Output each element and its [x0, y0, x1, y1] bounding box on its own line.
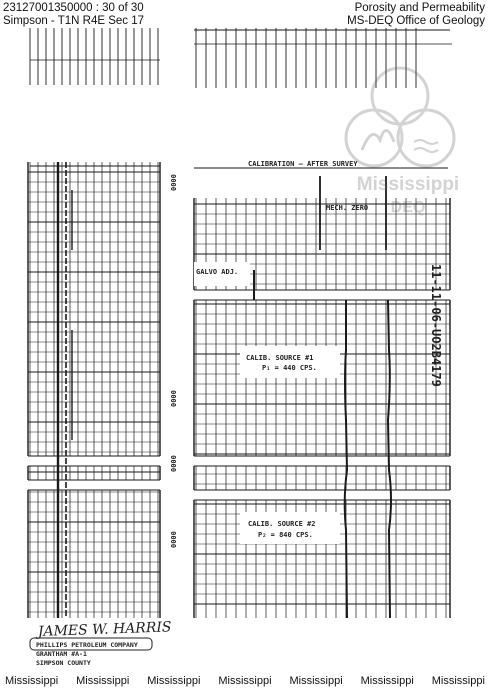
watermark-name: Mississippi — [356, 174, 460, 195]
galvo-adj-label: GALVO ADJ. — [196, 268, 239, 276]
depth-mark: 0000 — [170, 531, 178, 548]
footer-word: Mississippi — [289, 675, 343, 687]
blank-band — [26, 480, 162, 490]
footer-word: Mississippi — [76, 675, 130, 687]
depth-mark: 0000 — [170, 390, 178, 407]
stamp-county: SIMPSON COUNTY — [36, 659, 91, 667]
agency-name: MS-DEQ Office of Geology — [347, 15, 485, 27]
document-topic: Porosity and Permeability — [354, 2, 485, 14]
well-location: Simpson - T1N R4E Sec 17 — [3, 15, 145, 27]
footer-watermark-row — [0, 674, 490, 688]
calibration-title: CALIBRATION — AFTER SURVEY — [248, 160, 358, 168]
stamp-well: GRANTHAM #A-1 — [36, 650, 87, 658]
blank-band — [192, 456, 454, 466]
msdeq-watermark-logo — [346, 68, 459, 216]
side-code: 11-11-06-UO2B4179 — [429, 264, 443, 387]
source1-value: P₁ = 440 CPS. — [262, 364, 317, 372]
stamp-company: PHILLIPS PETROLEUM COMPANY — [36, 641, 138, 649]
footer-word: Mississippi — [431, 675, 485, 687]
well-id-page: 23127001350000 : 30 of 30 — [3, 2, 144, 14]
depth-mark: 0000 — [170, 455, 178, 472]
blank-band — [192, 290, 454, 300]
footer-word: Mississippi — [218, 675, 272, 687]
watermark-sub: DEQ — [390, 199, 426, 216]
mech-zero-label: MECH. ZERO — [326, 204, 369, 212]
blank-band — [26, 456, 162, 466]
source2-title: CALIB. SOURCE #2 — [248, 520, 316, 528]
source2-value: P₂ = 840 CPS. — [258, 531, 313, 539]
signature: JAMES W. HARRIS — [37, 619, 172, 640]
footer-word: Mississippi — [147, 675, 201, 687]
footer-word: Mississippi — [360, 675, 414, 687]
depth-mark: 0000 — [170, 174, 178, 191]
source1-title: CALIB. SOURCE #1 — [246, 354, 314, 362]
annotation-box — [240, 346, 340, 378]
footer-word: Mississippi — [5, 675, 59, 687]
blank-band — [192, 490, 454, 500]
annotation-box — [240, 512, 340, 544]
